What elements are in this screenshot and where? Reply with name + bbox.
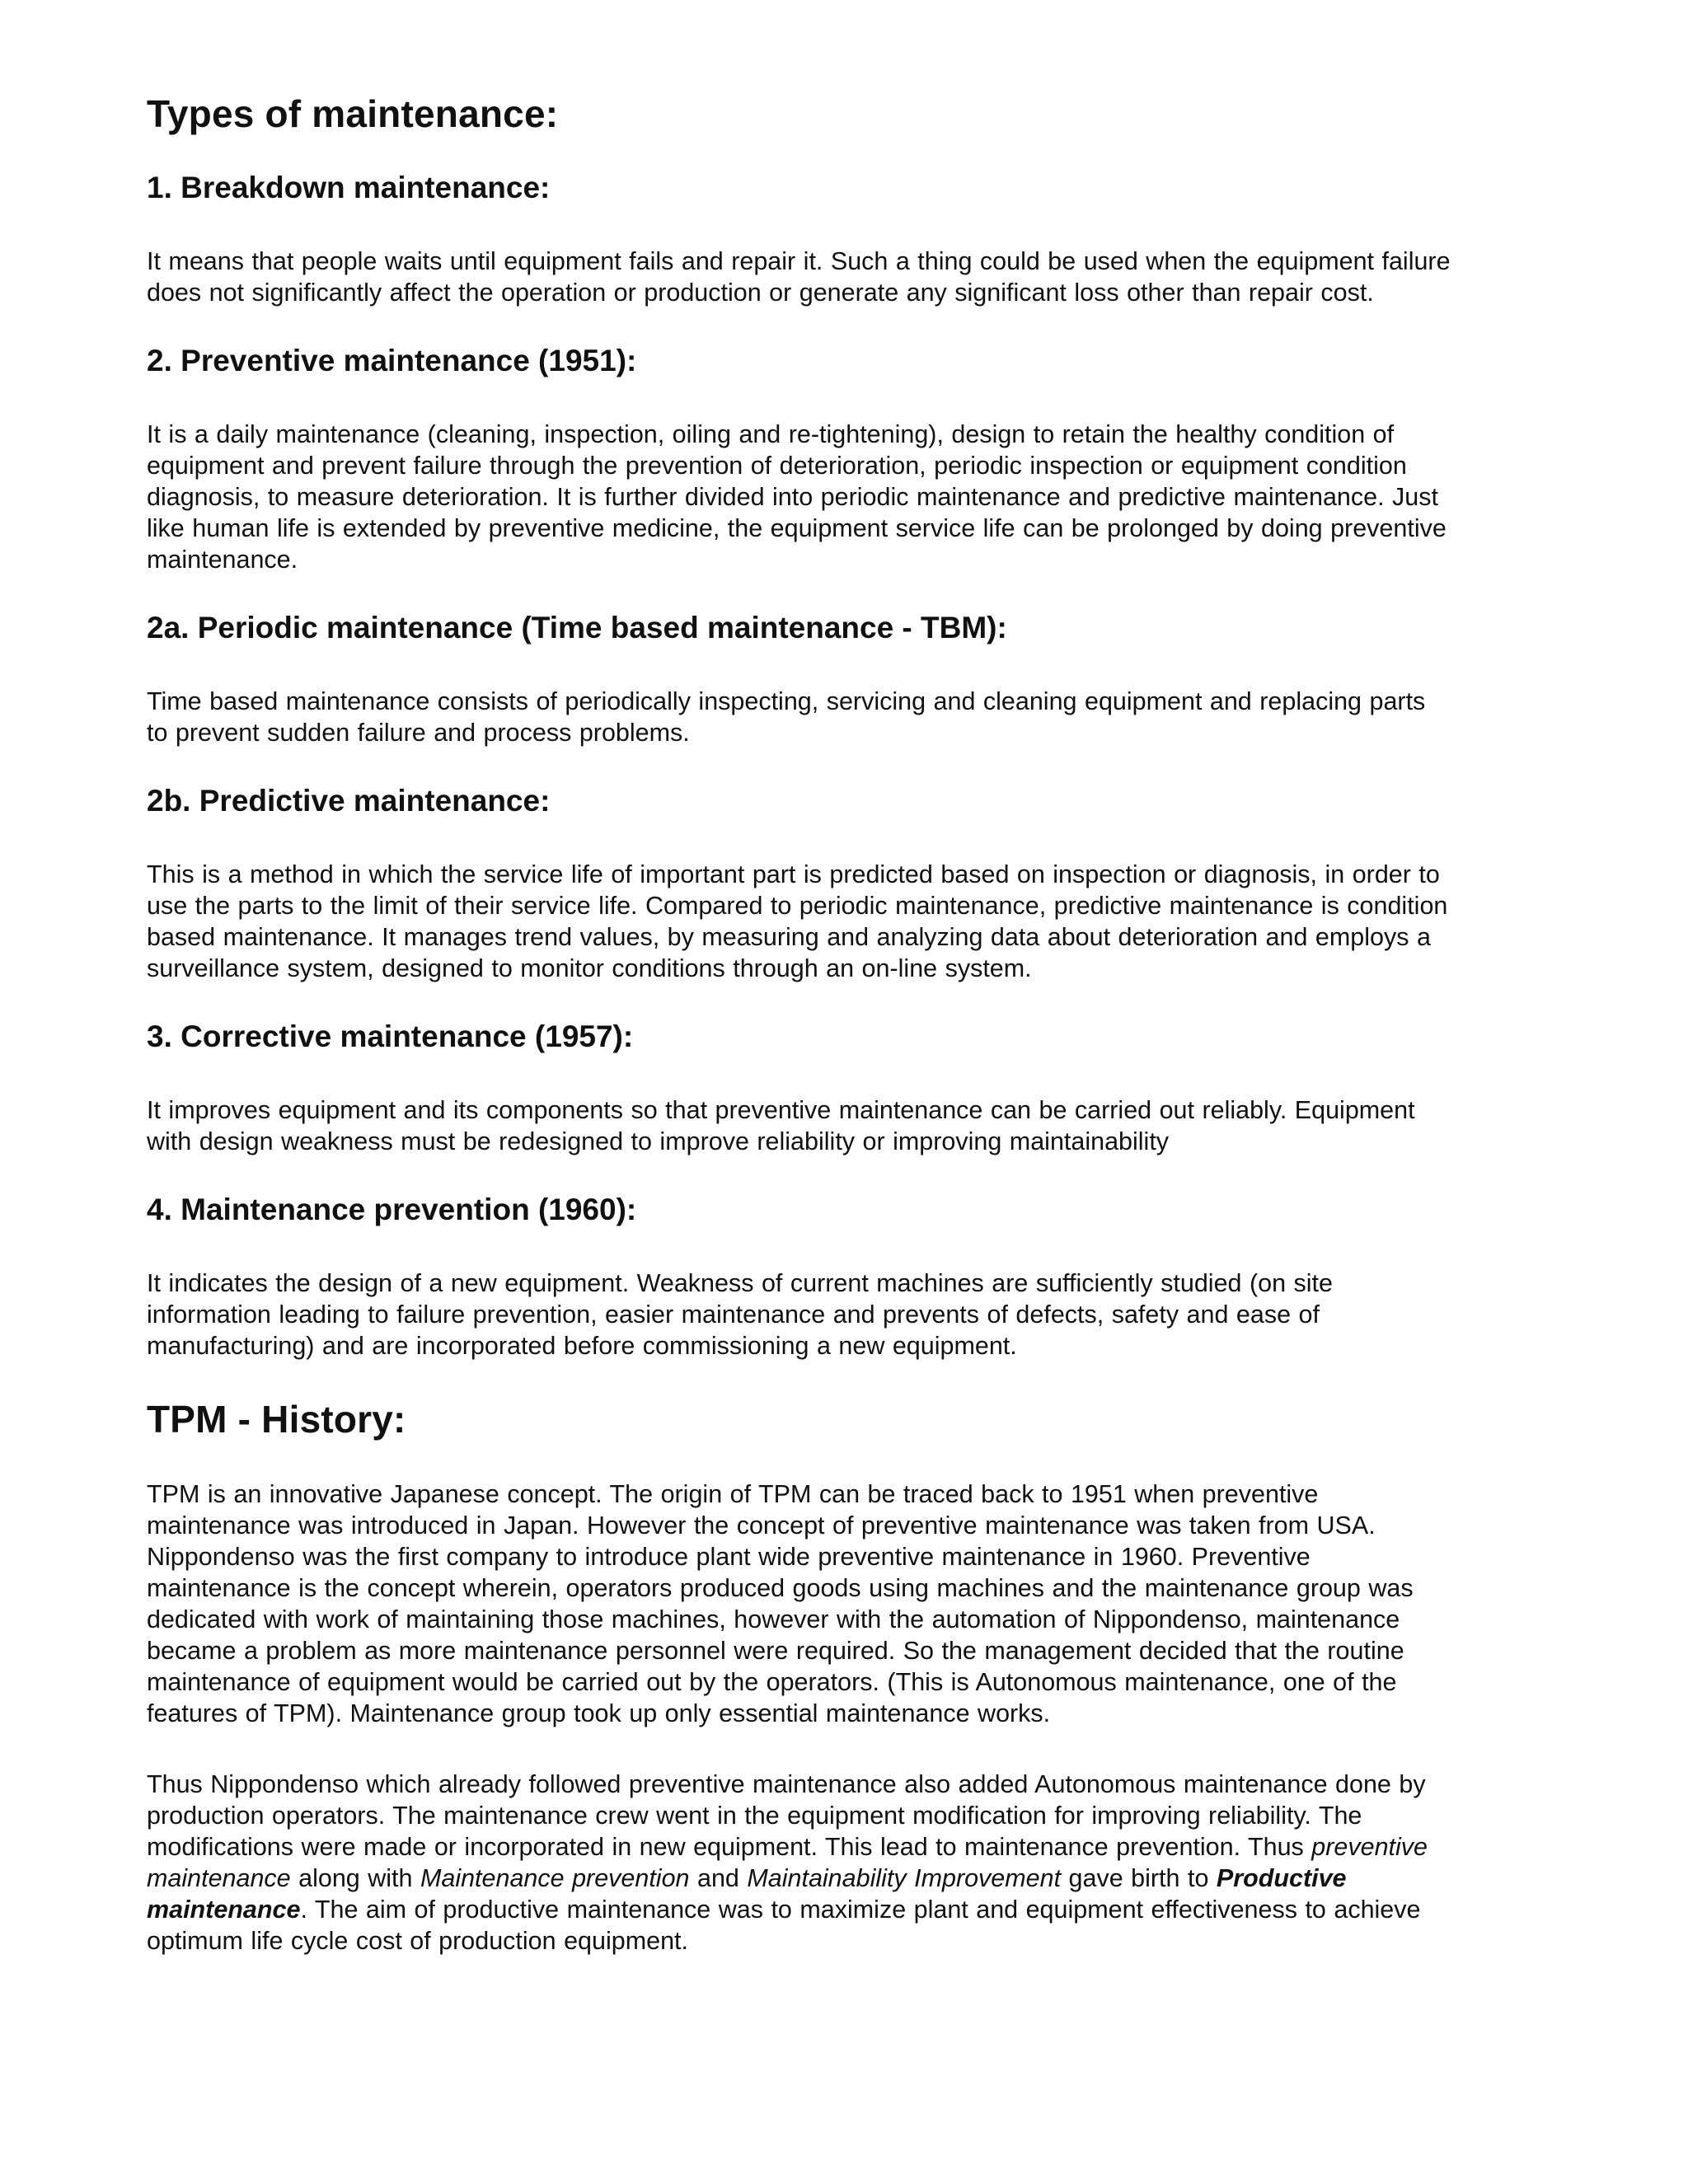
text-line: [147, 1831, 1548, 1863]
text-line: This is a method in which the service life of important part is predicted based on inspection or diagnosis, in order to: [147, 860, 1440, 888]
text-line: with design weakness must be redesigned to improve reliability or improving maintainability: [147, 1127, 1170, 1155]
text-run: gave birth to: [1061, 1864, 1217, 1892]
document-page: [147, 91, 1548, 1957]
text-run: along with: [290, 1864, 420, 1892]
italic-text-run: maintenance: [147, 1864, 291, 1892]
text-line: based maintenance. It manages trend values, by measuring and analyzing data about deterioration and employs a: [147, 923, 1431, 951]
section-body-maintenance-prevention: [147, 1268, 1548, 1361]
tpm-paragraph-2: [147, 1769, 1548, 1957]
text-line: It improves equipment and its components so that preventive maintenance can be carried out reliably. Equipment: [147, 1096, 1415, 1124]
bold-italic-text-run: maintenance: [147, 1896, 301, 1924]
text-line: Time based maintenance consists of periodically inspecting, servicing and cleaning equipment and replacing parts: [147, 687, 1426, 715]
tpm-paragraph-1: [147, 1479, 1548, 1729]
text-line: manufacturing) and are incorporated before commissioning a new equipment.: [147, 1332, 1017, 1360]
section-heading-preventive: 2. Preventive maintenance (1951):: [147, 344, 637, 377]
text-line: use the parts to the limit of their service life. Compared to periodic maintenance, predictive maintenance is condition: [147, 892, 1448, 920]
text-run: . The aim of productive maintenance was to maximize plant and equipment effectiveness to achieve: [300, 1896, 1421, 1924]
section-body-periodic: [147, 686, 1548, 748]
text-line: like human life is extended by preventive medicine, the equipment service life can be prolonged by doing preventive: [147, 514, 1447, 542]
page-title: Types of maintenance:: [147, 92, 559, 135]
text-run: and: [689, 1864, 748, 1892]
tpm-history-title: TPM - History:: [147, 1398, 406, 1441]
text-line: diagnosis, to measure deterioration. It is further divided into periodic maintenance and predictive maintenance. Just: [147, 483, 1438, 511]
text-line: dedicated with work of maintaining those machines, however with the automation of Nippondenso, maintenance: [147, 1605, 1400, 1633]
text-line: Thus Nippondenso which already followed preventive maintenance also added Autonomous maintenance done by: [147, 1770, 1426, 1798]
section-heading-maintenance-prevention: 4. Maintenance prevention (1960):: [147, 1193, 637, 1226]
text-line: maintenance is the concept wherein, operators produced goods using machines and the maintenance group was: [147, 1574, 1414, 1602]
text-line: surveillance system, designed to monitor conditions through an on-line system.: [147, 954, 1032, 982]
text-line: maintenance was introduced in Japan. However the concept of preventive maintenance was taken from USA.: [147, 1511, 1376, 1540]
text-line: does not significantly affect the operation or production or generate any significant loss other than repair cost.: [147, 279, 1374, 307]
section-heading-breakdown: 1. Breakdown maintenance:: [147, 171, 551, 204]
italic-text-run: Maintenance prevention: [420, 1864, 690, 1892]
text-line: TPM is an innovative Japanese concept. The origin of TPM can be traced back to 1951 when preventive: [147, 1480, 1319, 1508]
text-line: features of TPM). Maintenance group took up only essential maintenance works.: [147, 1699, 1051, 1727]
text-line: production operators. The maintenance crew went in the equipment modification for improving reliability. The: [147, 1802, 1362, 1830]
text-run: modifications were made or incorporated in new equipment. This lead to maintenance prevention. Thus: [147, 1833, 1312, 1861]
text-line: It means that people waits until equipment fails and repair it. Such a thing could be used when the equipment failure: [147, 247, 1451, 275]
bold-italic-text-run: Productive: [1216, 1864, 1347, 1892]
section-heading-predictive: 2b. Predictive maintenance:: [147, 784, 551, 818]
text-line: to prevent sudden failure and process problems.: [147, 719, 690, 747]
text-line: It indicates the design of a new equipment. Weakness of current machines are sufficiently studied (on site: [147, 1269, 1333, 1297]
text-line: maintenance of equipment would be carried out by the operators. (This is Autonomous maintenance, one of the: [147, 1668, 1397, 1696]
text-line: equipment and prevent failure through the prevention of deterioration, periodic inspection or equipment condition: [147, 452, 1407, 480]
section-body-preventive: [147, 419, 1548, 575]
text-line: maintenance.: [147, 546, 298, 574]
section-body-breakdown: [147, 246, 1548, 308]
text-line: information leading to failure prevention, easier maintenance and prevents of defects, safety and ease of: [147, 1301, 1320, 1329]
text-line: [147, 1863, 1548, 1894]
text-line: optimum life cycle cost of production equipment.: [147, 1927, 688, 1955]
section-body-predictive: [147, 859, 1548, 984]
section-body-corrective: [147, 1094, 1548, 1157]
text-line: Nippondenso was the first company to introduce plant wide preventive maintenance in 1960. Preventive: [147, 1543, 1311, 1571]
text-line: It is a daily maintenance (cleaning, inspection, oiling and re-tightening), design to retain the healthy condition of: [147, 420, 1395, 448]
italic-text-run: preventive: [1311, 1833, 1428, 1861]
italic-text-run: Maintainability Improvement: [747, 1864, 1062, 1892]
section-heading-periodic: 2a. Periodic maintenance (Time based maintenance - TBM):: [147, 611, 1007, 644]
section-heading-corrective: 3. Corrective maintenance (1957):: [147, 1019, 634, 1053]
text-line: became a problem as more maintenance personnel were required. So the management decided that the routine: [147, 1637, 1404, 1665]
text-line: [147, 1894, 1548, 1925]
